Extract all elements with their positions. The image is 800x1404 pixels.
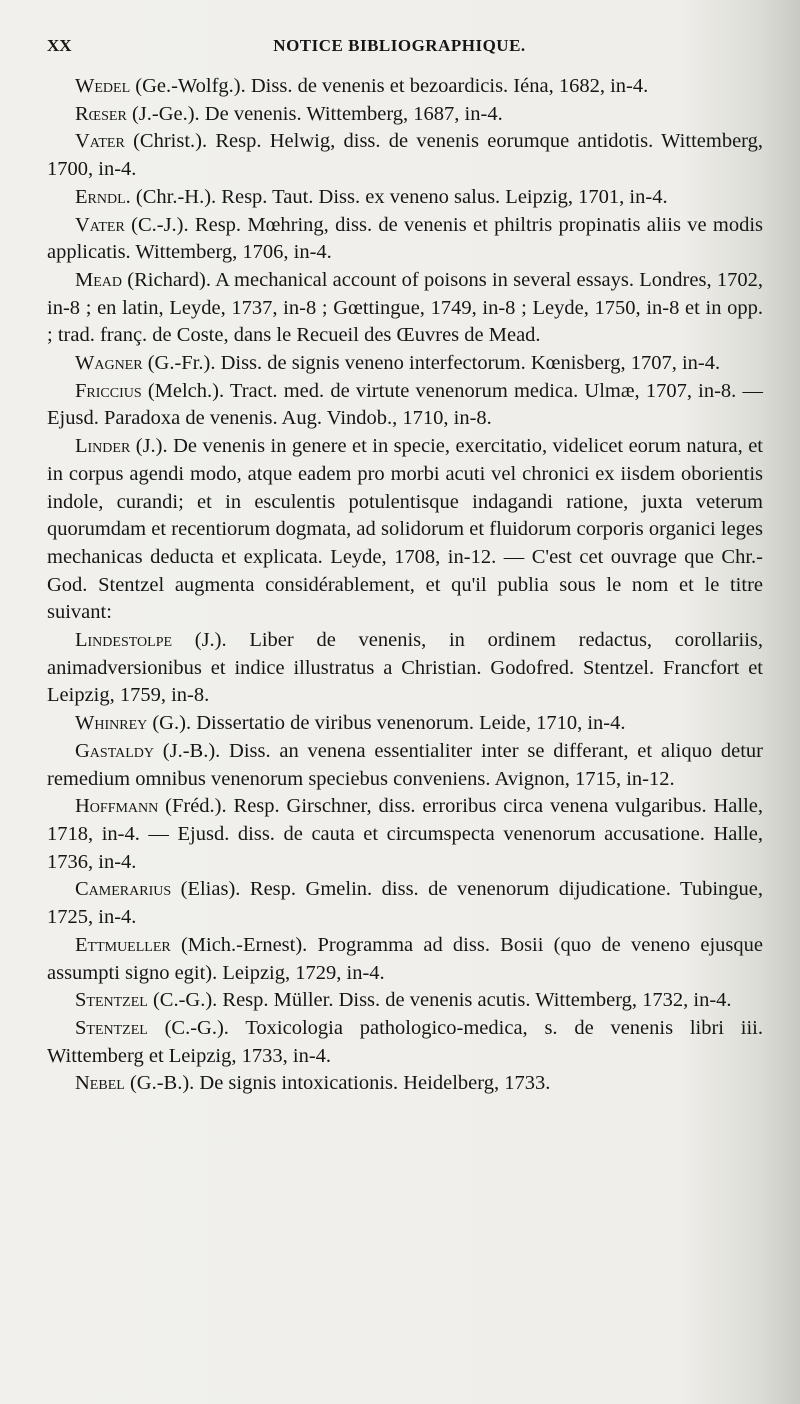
entry-author: Ettmueller — [75, 933, 171, 956]
bibliography-entry — [47, 267, 763, 350]
entry-author: Rœser — [75, 102, 127, 125]
entry-text: (J.). Liber de venenis, in ordinem redactus, corollariis, animadversionibus et indice illustratus a Christian. Godofred. Stentzel. Francfort et Leipzig, 1759, in-8. — [47, 629, 763, 707]
bibliography-entry — [47, 932, 763, 987]
bibliography-entry — [47, 710, 763, 738]
entry-author: Wagner — [75, 352, 143, 375]
bibliography-entry — [47, 627, 763, 710]
page-header — [47, 36, 752, 64]
entry-author: Friccius — [75, 379, 142, 402]
page-number: XX — [47, 36, 72, 55]
entry-text: (Elias). Resp. Gmelin. diss. de venenorum dijudicatione. Tubingue, 1725, in-4. — [47, 878, 763, 929]
entry-author: Whinrey — [75, 712, 148, 735]
entry-text: (G.-Fr.). Diss. de signis veneno interfectorum. Kœnisberg, 1707, in-4. — [142, 352, 721, 375]
bibliography-entry — [47, 350, 763, 378]
entry-author: Lindestolpe — [75, 629, 173, 652]
entry-author: Erndl. — [75, 185, 131, 208]
entry-author: Camerarius — [75, 878, 172, 901]
bibliography-entry — [47, 1015, 763, 1070]
entry-text: (J.-Ge.). De venenis. Wittemberg, 1687, in-4. — [126, 102, 503, 125]
entry-author: Linder — [75, 435, 131, 458]
bibliography-entry — [47, 1070, 763, 1098]
entry-text: (J.). De venenis in genere et in specie, exercitatio, videlicet eorum natura, et in corpus agendi modo, atque eadem pro morbi acuti vel chronici ex iisdem oborientis indole, curandi; et in esculentis potulentisque indagandi ratione, juxta veterum quorumdam et recentiorum dogmata, ad solidorum et fluidorum corporis organici leges mechanicas deducta et explicata. Leyde, 1708, in-12. — C'est cet ouvrage que Chr.-God. Stentzel augmenta considérablement, et qu'il publia sous le nom et le titre suivant: — [47, 435, 763, 624]
entry-author: Wedel — [75, 75, 131, 97]
bibliography-entry — [47, 738, 763, 793]
bibliography-entry — [47, 212, 763, 267]
entry-text: (Fréd.). Resp. Girschner, diss. erroribus circa venena vulgaribus. Halle, 1718, in-4. — Ejusd. diss. de cauta et circumspecta venenorum accusatione. Halle, 1736, in-4. — [47, 795, 763, 873]
entry-text: (Mich.-Ernest). Programma ad diss. Bosii (quo de veneno ejusque assumpti signo egit). Leipzig, 1729, in-4. — [47, 933, 763, 984]
entry-author: Vater — [75, 130, 125, 153]
entry-author: Gastaldy — [75, 739, 155, 762]
bibliography-entry — [47, 101, 763, 129]
entry-text: (C.-J.). Resp. Mœhring, diss. de venenis et philtris propinatis aliis ve modis applicatis. Wittemberg, 1706, in-4. — [47, 213, 763, 264]
entry-text: (G.-B.). De signis intoxicationis. Heidelberg, 1733. — [124, 1072, 551, 1095]
entry-author: Stentzel — [75, 989, 148, 1012]
entry-text: (Ge.-Wolfg.). Diss. de venenis et bezoardicis. Iéna, 1682, in-4. — [130, 75, 649, 97]
bibliography-entry — [47, 876, 763, 931]
entry-text: (Christ.). Resp. Helwig, diss. de venenis eorumque antidotis. Wittemberg, 1700, in-4. — [47, 130, 763, 181]
bibliography-entry — [47, 184, 763, 212]
bibliography-entry — [47, 793, 763, 876]
entry-author: Mead — [75, 268, 123, 291]
bibliography-list — [47, 73, 763, 1098]
entry-text: (J.-B.). Diss. an venena essentialiter inter se differant, et aliquo detur remedium omnibus venenorum speciebus conveniens. Avignon, 1715, in-12. — [47, 739, 763, 790]
bibliography-entry — [47, 987, 763, 1015]
entry-author: Vater — [75, 213, 125, 236]
entry-text: (C.-G.). Resp. Müller. Diss. de venenis acutis. Wittemberg, 1732, in-4. — [147, 989, 732, 1012]
bibliography-entry — [47, 128, 763, 183]
entry-text: (Richard). A mechanical account of poisons in several essays. Londres, 1702, in-8 ; en latin, Leyde, 1737, in-8 ; Gœttingue, 1749, in-8 ; Leyde, 1750, in-8 et in opp. ; trad. franç. de Coste, dans le Recueil des Œuvres de Mead. — [47, 268, 763, 347]
bibliography-entry — [47, 433, 763, 627]
entry-text: (Chr.-H.). Resp. Taut. Diss. ex veneno salus. Leipzig, 1701, in-4. — [130, 185, 668, 208]
bibliography-entry — [47, 378, 763, 433]
entry-author: Stentzel — [75, 1016, 148, 1039]
entry-text: (Melch.). Tract. med. de virtute venenorum medica. Ulmæ, 1707, in-8. — Ejusd. Paradoxa de venenis. Aug. Vindob., 1710, in-8. — [47, 379, 763, 430]
entry-text: (C.-G.). Toxicologia pathologico-medica, s. de venenis libri iii. Wittemberg et Leipzig, 1733, in-4. — [47, 1016, 763, 1067]
entry-text: (G.). Dissertatio de viribus venenorum. Leide, 1710, in-4. — [147, 712, 626, 735]
bibliography-entry — [47, 73, 763, 101]
running-title: NOTICE BIBLIOGRAPHIQUE. — [273, 36, 526, 55]
entry-author: Hoffmann — [75, 795, 159, 818]
entry-author: Nebel — [75, 1072, 125, 1095]
